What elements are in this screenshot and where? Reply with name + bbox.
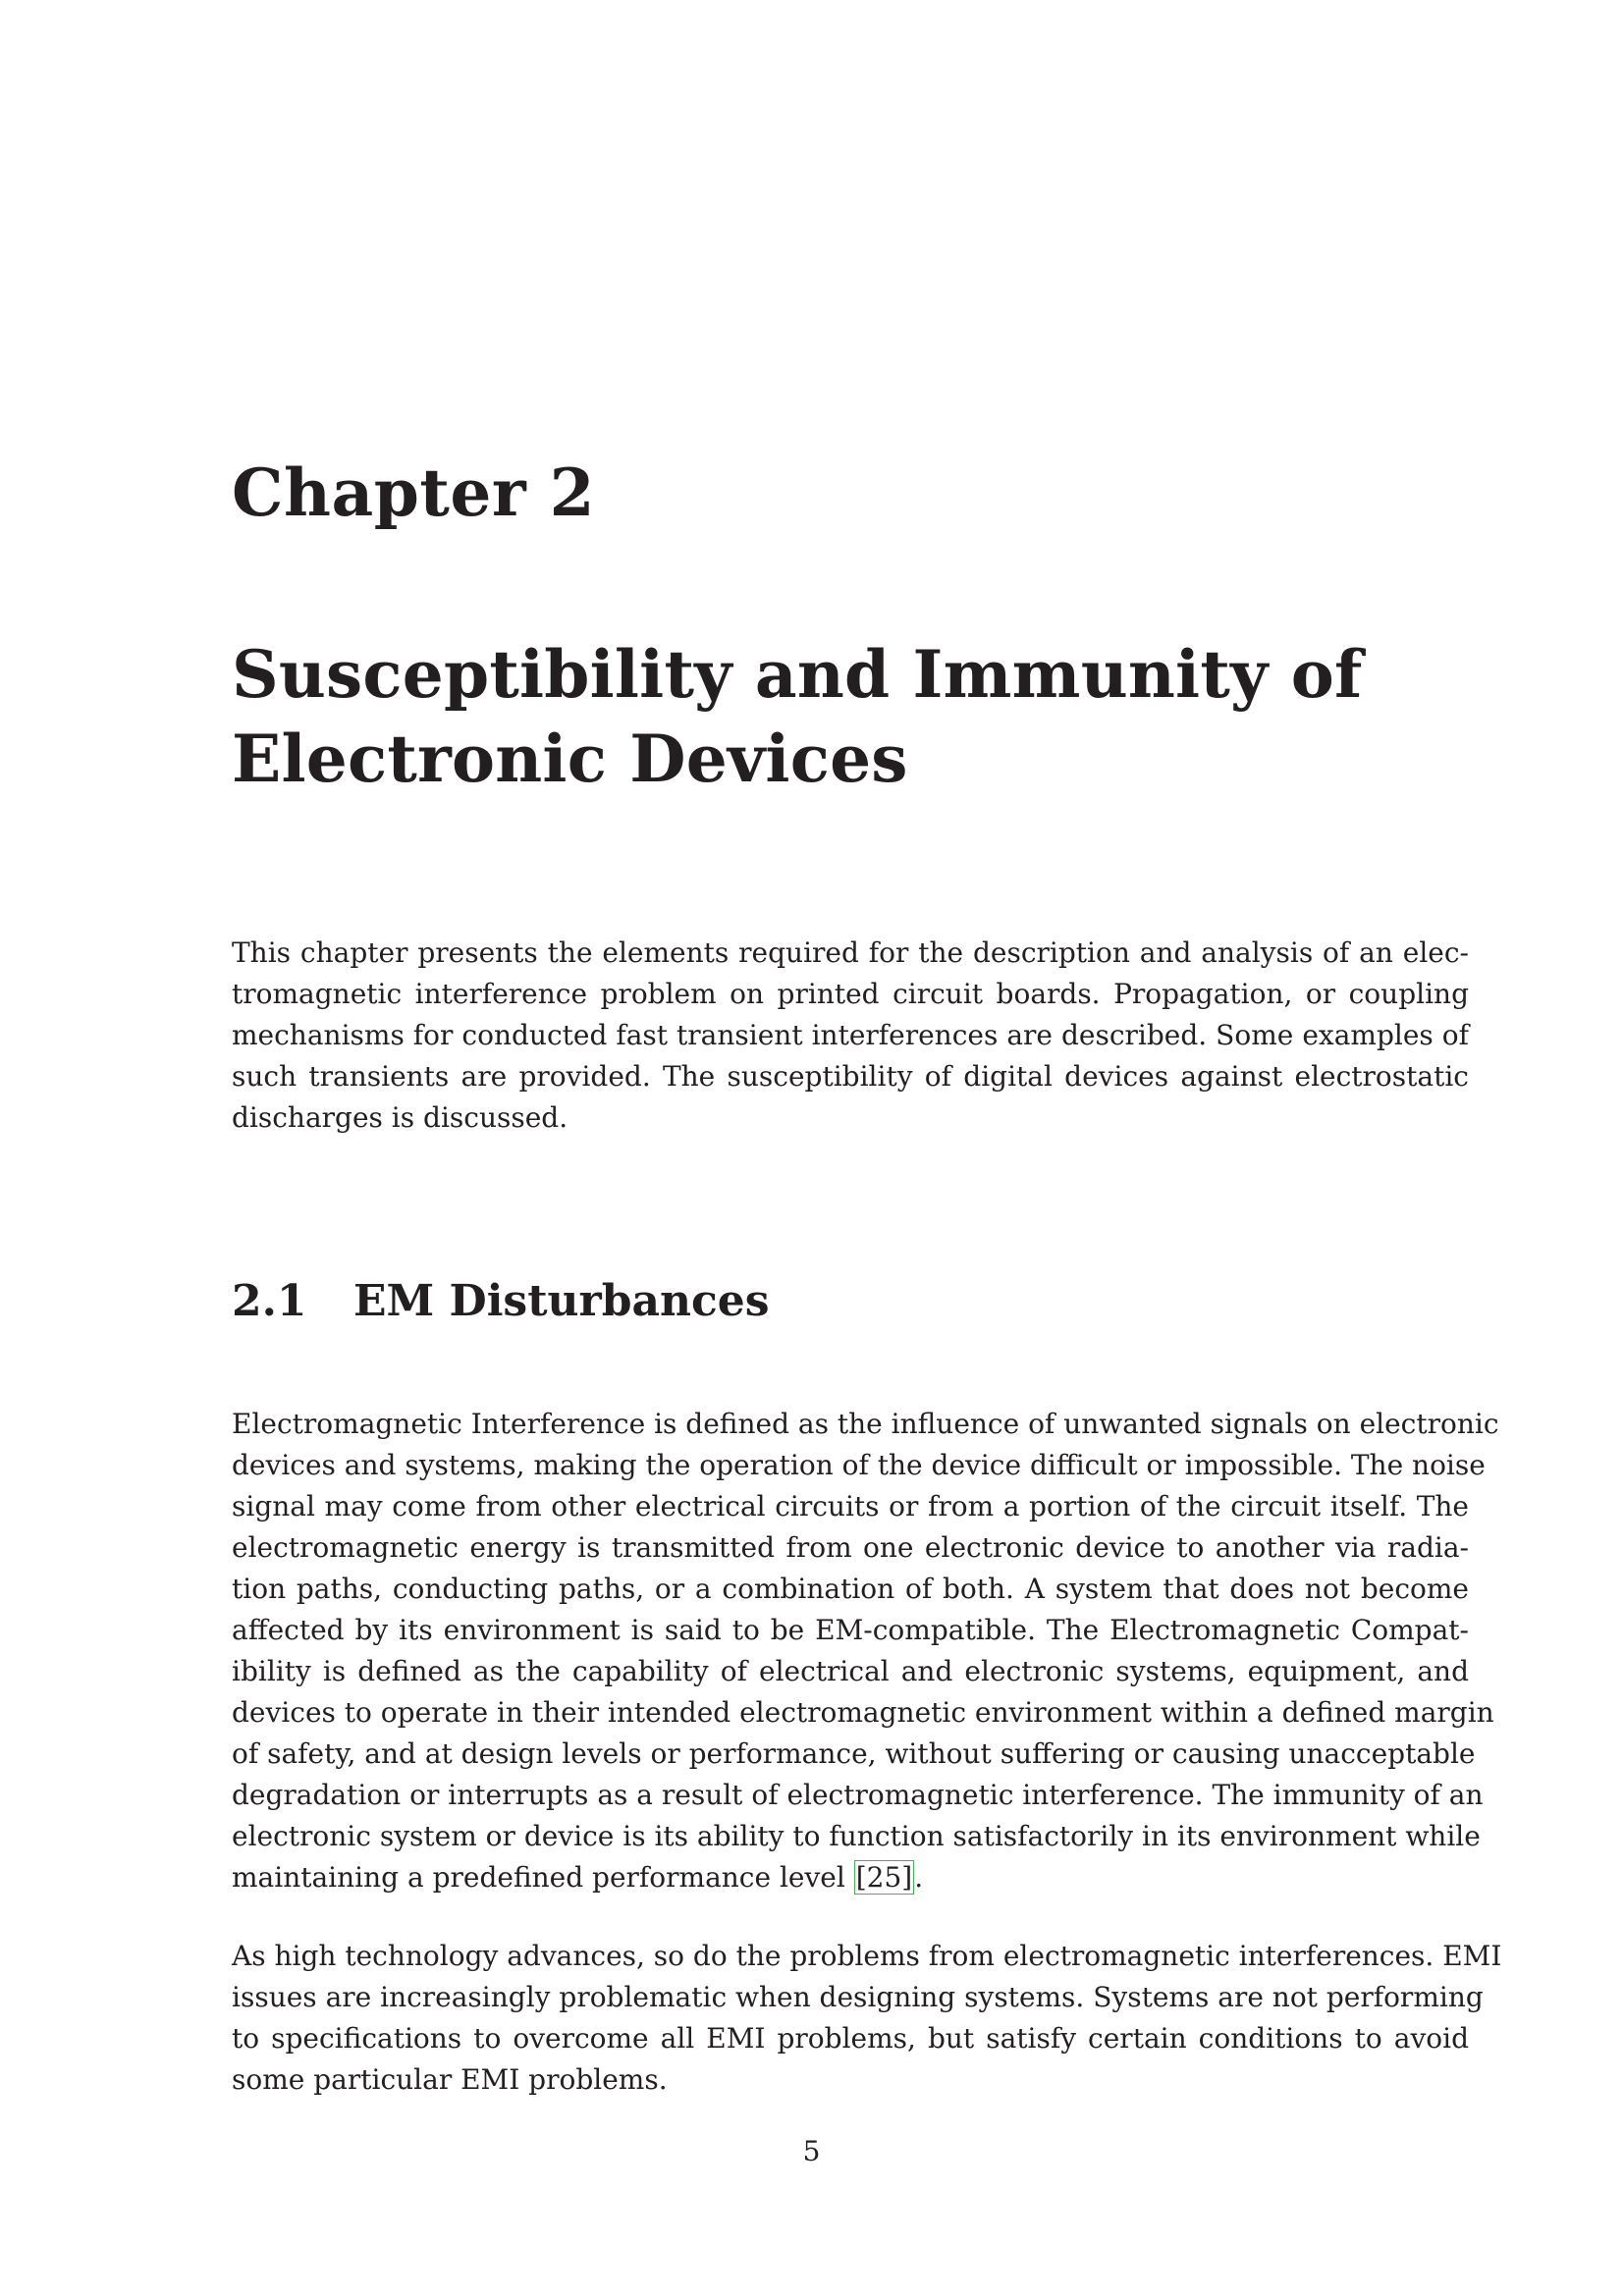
- page-number: 5: [802, 2135, 821, 2167]
- text-line: some particular EMI problems.: [232, 2063, 668, 2096]
- body-paragraph: [232, 1936, 1502, 2101]
- section-title: EM Disturbances: [353, 1276, 770, 1326]
- text-fragment: .: [914, 1861, 924, 1894]
- chapter-title-line: Electronic Devices: [232, 721, 908, 797]
- text-line: degradation or interrupts as a result of electromagnetic interference. The immunity of an: [232, 1779, 1484, 1811]
- chapter-title: [232, 632, 1469, 801]
- text-line: electronic system or device is its ability to function satisfactorily in its environment while: [232, 1820, 1481, 1852]
- text-fragment: maintaining a predefined performance level: [232, 1861, 854, 1894]
- text-line: devices to operate in their intended electromagnetic environment within a defined margin: [232, 1696, 1494, 1729]
- text-line: [232, 1857, 1469, 1898]
- text-line: to specifications to overcome all EMI problems, but satisfy certain conditions to avoid: [232, 2022, 1469, 2055]
- text-line: Electromagnetic Interference is defined as the influence of unwanted signals on electronic: [232, 1408, 1499, 1440]
- chapter-title-line: Susceptibility and Immunity of: [232, 636, 1363, 713]
- text-line: devices and systems, making the operation of the device difficult or impossible. The noise: [232, 1449, 1486, 1481]
- body-paragraph: [232, 1404, 1499, 1898]
- text-line: mechanisms for conducted fast transient interferences are described. Some examples of: [232, 1019, 1469, 1051]
- text-line: As high technology advances, so do the problems from electromagnetic interferences. EMI: [232, 1940, 1502, 1972]
- text-line: This chapter presents the elements required for the description and analysis of an elec-: [232, 936, 1469, 969]
- text-line: tromagnetic interference problem on printed circuit boards. Propagation, or coupling: [232, 978, 1469, 1010]
- chapter-intro-paragraph: [232, 933, 1469, 1139]
- text-line: ibility is defined as the capability of electrical and electronic systems, equipment, and: [232, 1655, 1469, 1687]
- text-line: issues are increasingly problematic when designing systems. Systems are not performing: [232, 1981, 1484, 2013]
- citation-link[interactable]: [25]: [855, 1861, 913, 1894]
- text-line: electromagnetic energy is transmitted from one electronic device to another via radia-: [232, 1531, 1469, 1564]
- text-line: such transients are provided. The susceptibility of digital devices against electrostatic: [232, 1060, 1469, 1093]
- text-line: tion paths, conducting paths, or a combination of both. A system that does not become: [232, 1573, 1469, 1605]
- chapter-label: Chapter 2: [232, 454, 596, 531]
- section-heading: [232, 1272, 770, 1331]
- text-line: discharges is discussed.: [232, 1101, 568, 1134]
- section-number: 2.1: [232, 1276, 307, 1326]
- text-line: affected by its environment is said to be EM-compatible. The Electromagnetic Compat-: [232, 1614, 1469, 1646]
- text-line: signal may come from other electrical circuits or from a portion of the circuit itself. The: [232, 1490, 1469, 1522]
- text-line: of safety, and at design levels or performance, without suffering or causing unacceptable: [232, 1737, 1476, 1770]
